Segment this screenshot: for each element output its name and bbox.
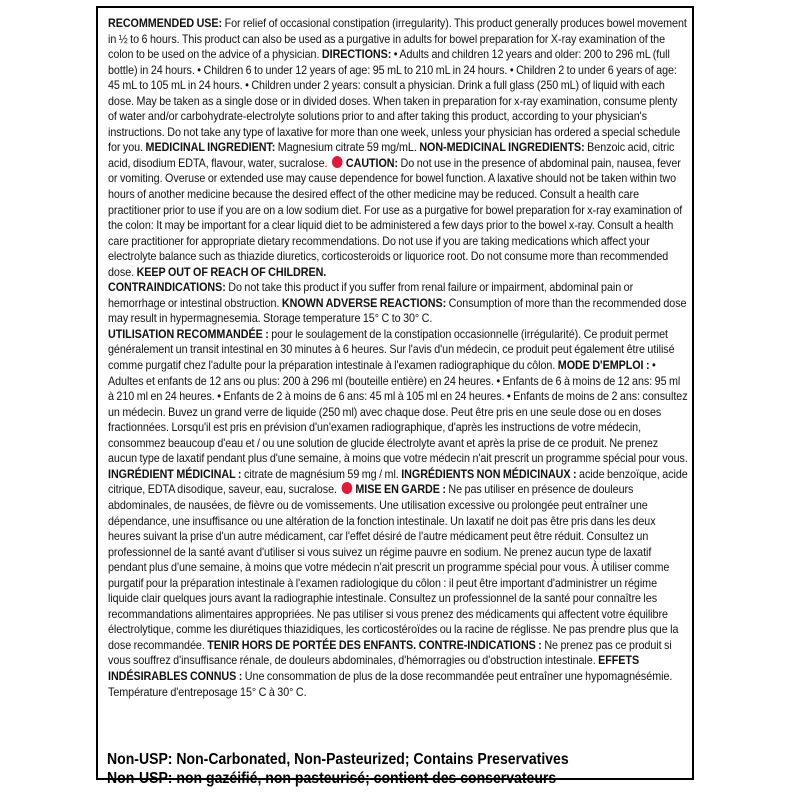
- effets-indesirables-heading: EFFETS INDÉSIRABLES CONNUS :: [108, 653, 640, 683]
- contre-indications-heading: CONTRE-INDICATIONS :: [418, 637, 542, 652]
- ingredient-medicinal-heading: INGRÉDIENT MÉDICINAL :: [108, 466, 242, 481]
- contre-indications-text: Ne prenez pas ce produit si vous souffrez d'insuffisance rénale, de douleurs abdominales, d'hémorragies ou d'obstruction intestinale.: [108, 637, 672, 668]
- recommended-use-text: For relief of occasional constipation (irregularity). This product generally produces bowel movement in ½ to 6 hours. This product can also be used as a purgative in adults for bowel preparation for X-ray examination of the colon to be used on the advice of a physician.: [108, 16, 687, 62]
- mise-en-garde-dot-icon: [341, 482, 352, 494]
- mode-emploi-text: • Adultes et enfants de 12 ans ou plus: 200 à 296 ml (bouteille entière) en 24 heures. • Enfants de 6 à moins de 12 ans: 95 ml à 210 ml en 24 heures. • Enfants de 2 à moins de 6 ans: 45 ml à 105 ml en 24 heures. • Enfants de moins de 2 ans: consultez un médecin. Buvez un grand verre de liquide (250 ml) avec chaque dose. Peut être pris en une seule dose ou en doses fractionnées. Lorsqu'il est pris en prévision d'un'examen radiographique, d'après les instructions de votre médecin, consommez beaucoup d'eau et / ou une solution de glucide électrolyte avant et après la prise de ce produit. Ne prenez aucun type de laxatif pendant plus d'une semaine, à moins que votre médecin n'ait prescrit un programme spécial pour vous.: [108, 358, 688, 466]
- caution-heading: CAUTION:: [345, 155, 399, 170]
- directions-text: • Adults and children 12 years and older: 200 to 296 mL (full bottle) in 24 hours. • Children 6 to under 12 years of age: 95 mL to 210 mL in 24 hours. • Children 2 to under 6 years of age: 45 mL to 105 mL in 24 hours. • Children under 2 years: consult a physician. Drink a full glass (250 mL) of liquid with each dose. May be taken as a single dose or in divided doses. When taken in preparation for x-ray examination, consume plenty of water and/or carbohydrate-electrolyte solutions prior to and after taking this product, according to your physician's instructions. Do not take any type of laxative for more than one week, unless your physician has ordered a special schedule for you.: [108, 47, 681, 155]
- directions-heading: DIRECTIONS:: [321, 47, 392, 62]
- french-section: [108, 327, 689, 700]
- mise-en-garde-text: Ne pas utiliser en présence de douleurs abdominales, de nausées, de fièvre ou de vomissements. Une utilisation excessive ou prolongée peut entraîner une dépendance, une insuffisance ou une altération de la fonction intestinale. Un laxatif ne doit pas être pris dans les deux heures suivant la prise d'un autre médicament, car l'effet désiré de l'autre médicament peut être réduit. Consultez un professionnel de la santé avant d'utiliser si vous suivez un régime pauvre en sodium. Ne prenez aucun type de laxatif pendant plus d'une semaine, à moins que votre médecin n'ait prescrit un programme spécial pour vous. À utiliser comme purgatif pour la préparation intestinale à l'examen radiologique du côlon : il peut être important d'administrer un régime liquide clair quelques jours avant la radiographie intestinale. Consultez un professionnel de la santé pour connaître les recommandations alimentaires appropriées. Ne pas utiliser si vous prenez des médicaments qui affectent votre équilibre électrolytique, comme les diurétiques thiazidiques, les corticostéroïdes ou la racine de réglisse. Ne pas prendre plus que la dose recommandée.: [108, 482, 679, 652]
- effets-indesirables-text: Une consommation de plus de la dose recommandée peut entraîner une hypomagnésémie. Température d'entreposage 15° C à 30° C.: [108, 668, 673, 699]
- label-text: [108, 16, 689, 700]
- non-medicinal-text: Benzoic acid, citric acid, disodium EDTA, flavour, water, sucralose.: [108, 140, 675, 170]
- tenir-hors-heading: TENIR HORS DE PORTÉE DES ENFANTS.: [207, 637, 417, 652]
- ingredients-non-medicinaux-text: acide benzoïque, acide citrique, EDTA disodique, saveur, eau, sucralose.: [108, 466, 688, 497]
- label-panel: [96, 6, 694, 780]
- footer-line-french: Non-USP: non gazéifié, non pasteurisé; contient des conservateurs: [107, 769, 557, 787]
- mode-emploi-heading: MODE D'EMPLOI :: [557, 358, 650, 373]
- keep-out-heading: KEEP OUT OF REACH OF CHILDREN.: [136, 264, 327, 279]
- medicinal-ingredient-text: Magnesium citrate 59 mg/mL.: [275, 140, 420, 155]
- caution-text: Do not use in the presence of abdominal pain, nausea, fever or vomiting. Overuse or extended use may cause dependence for bowel function. A laxative should not be taken within two hours of another medicine because the desired effect of the other medicine may be reduced. Consult a health care practitioner prior to use if you are on a low sodium diet. For use as a purgative for bowel preparation for x-ray examination of the colon: It may be important for a clear liquid diet to be administered a few days prior to the bowel x-ray. Consult a health care practitioner for appropriate dietary recommendations. Do not use if you are taking medications which affect your electrolyte balance such as thiazide diuretics, corticosteroids or liquorice root. Do not consume more than recommended dose.: [108, 155, 683, 279]
- utilisation-text: pour le soulagement de la constipation occasionnelle (irrégularité). Ce produit permet généralement un transit intestinal en 30 minutes à 6 heures. Sur l'avis d'un médecin, ce produit peut également être utilisé comme purgatif chez l'adulte pour la préparation intestinale à l'examen radiographique du côlon.: [108, 326, 675, 373]
- mise-en-garde-heading: MISE EN GARDE :: [355, 482, 446, 497]
- contraindications-heading: CONTRAINDICATIONS:: [108, 280, 226, 295]
- medicinal-ingredient-heading: MEDICINAL INGREDIENT:: [145, 140, 276, 155]
- recommended-use-heading: RECOMMENDED USE:: [108, 16, 223, 30]
- non-medicinal-heading: NON-MEDICINAL INGREDIENTS:: [419, 140, 585, 155]
- caution-dot-icon: [332, 156, 343, 168]
- english-section: [108, 16, 689, 280]
- contraindications-text: Do not take this product if you suffer from renal failure or impairment, abdominal pain or hemorrhage or intestinal obstruction.: [108, 280, 634, 310]
- adverse-reactions-heading: KNOWN ADVERSE REACTIONS:: [281, 295, 447, 310]
- footer-line-english: Non-USP: Non-Carbonated, Non-Pasteurized; Contains Preservatives: [107, 751, 569, 768]
- footer: [107, 751, 620, 788]
- utilisation-heading: UTILISATION RECOMMANDÉE :: [108, 326, 269, 341]
- ingredients-non-medicinaux-heading: INGRÉDIENTS NON MÉDICINAUX :: [401, 466, 577, 481]
- adverse-reactions-text: Consumption of more than the recommended dose may result in hypermagnesemia. Storage temperature 15° C to 30° C.: [108, 295, 687, 326]
- contraindications-paragraph: [108, 280, 689, 327]
- ingredient-medicinal-text: citrate de magnésium 59 mg / ml.: [241, 466, 402, 481]
